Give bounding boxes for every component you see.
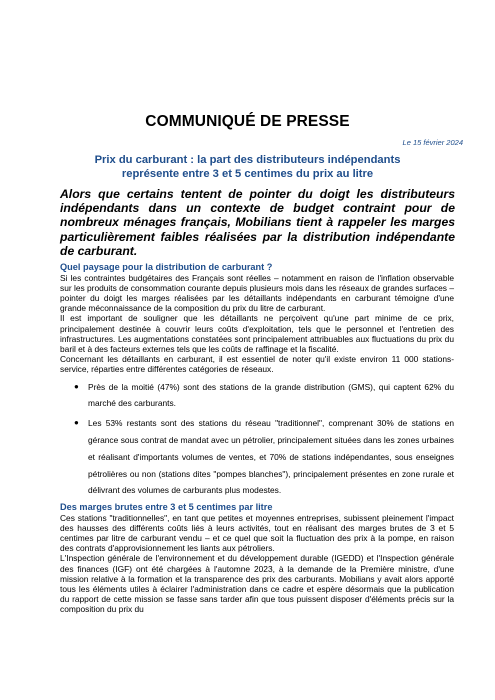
bullet-text: Les 53% restants sont des stations du réseau "traditionnel", comprenant 30% de stations en gérance sous contrat de mandat avec un pétrolier, principalement situées dans les zones urbaines et réalisant d'importants volumes de ventes, et 70% de stations indépendantes, sous enseignes pétrolières ou non (stations dites "pompes blanches"), principalement présentes en zone rurale et délivrant des volumes de carburants plus modestes.: [88, 418, 454, 496]
subtitle-line-1: Prix du carburant : la part des distributeurs indépendants: [94, 154, 401, 166]
release-date: Le 15 février 2024: [402, 138, 463, 147]
page-title: COMMUNIQUÉ DE PRESSE: [145, 113, 350, 130]
section-heading-margins: Des marges brutes entre 3 et 5 centimes par litre: [60, 502, 273, 513]
subtitle-line-2: représente entre 3 et 5 centimes du prix au litre: [121, 168, 374, 180]
paragraph: Il est important de souligner que les détaillants ne perçoivent qu'une part minime de ce prix, principalement destinée à couvrir leurs coûts d'exploitation, tels que le personnel et l'entretien des infrastructures. Les augmentations constatées sont principalement attribuables aux fluctuations du prix du baril et à des facteurs externes tels que les coûts de raffinage et la fiscalité.: [60, 313, 454, 354]
bullet-text: Près de la moitié (47%) sont des stations de la grande distribution (GMS), qui captent 62% du marché des carburants.: [88, 381, 454, 409]
bullet-item: [74, 415, 454, 499]
paragraph: Concernant les détaillants en carburant, il est essentiel de noter qu'il existe environ 11 000 stations-service, réparties entre différentes catégories de réseaux.: [60, 354, 454, 375]
body-content: [60, 262, 454, 615]
subtitle: [40, 153, 455, 181]
bullet-item: [74, 379, 454, 413]
paragraph: Ces stations "traditionnelles", en tant que petites et moyennes entreprises, subissent pleinement l'impact des hausses des différents coûts liés à leurs activités, tout en réalisant des marges brutes de 3 et 5 centimes par litre de carburant vendu – et ce quel que soit la fluctuation des prix à la pompe, en raison des contrats d'approvisionnement les liants aux pétroliers.: [60, 512, 454, 554]
lead-paragraph: Alors que certains tentent de pointer du doigt les distributeurs indépendants dans un contexte de budget contraint pour de nombreux ménages français, Mobilians tient à rappeler les marges particulièrement faibles réalisées par la distribution indépendante de carburant.: [60, 187, 455, 258]
paragraph: Si les contraintes budgétaires des Français sont réelles – notamment en raison de l'inflation observable sur les produits de consommation courante depuis plusieurs mois dans les réseaux de grandes surfaces – pointer du doigt les marges réalisées par les détaillants indépendants en carburant témoigne d'une grande méconnaissance de la composition du prix du litre de carburant.: [60, 272, 454, 314]
section-heading-landscape: Quel paysage pour la distribution de carburant ?: [60, 262, 273, 272]
paragraph: L'Inspection générale de l'environnement et du développement durable (IGEDD) et l'Inspection générale des finances (IGF) ont été chargées à l'automne 2023, à la demande de la Première ministre, d'une mission relative à la formation et la transparence des prix des carburants. Mobilians y avait alors apporté tous les éléments utiles à éclairer l'administration dans ce cadre et espère désormais que la publication du rapport de cette mission se fasse sans tarder afin que tous puissent disposer d'éléments précis sur la composition du prix du: [60, 553, 454, 615]
bullet-dot-icon: ●: [74, 381, 79, 391]
station-bullet-list: [60, 379, 454, 500]
bullet-dot-icon: ●: [74, 418, 79, 428]
